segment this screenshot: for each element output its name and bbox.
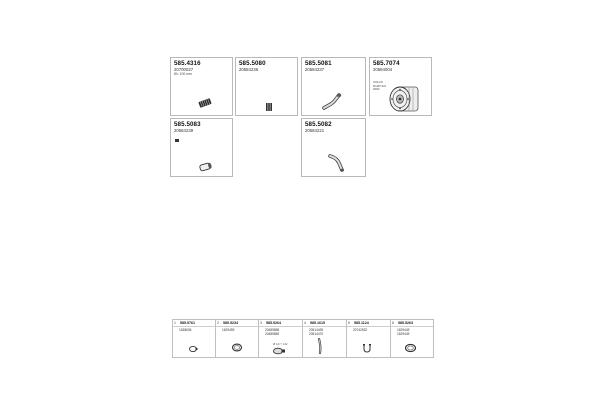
oe-code: 20700027	[174, 67, 194, 72]
part-number: 585.7074	[373, 60, 400, 67]
accessory-code: 20514470	[309, 331, 324, 336]
diameter-note: Ø= 100 mm	[174, 72, 192, 76]
oe-code: 20584221	[305, 128, 325, 133]
u-bolt-icon	[362, 343, 372, 353]
elbow-pipe-icon	[327, 153, 347, 173]
item-index: 4	[304, 321, 306, 325]
accessory-part-number: 585.5264	[266, 321, 281, 325]
accessory-cell-3[interactable]	[259, 320, 303, 357]
part-card-585-4316[interactable]	[170, 57, 233, 116]
item-index: 3	[260, 321, 262, 325]
muffler-icon	[387, 82, 421, 114]
cell-divider	[173, 326, 215, 327]
bent-pipe-icon	[322, 93, 344, 111]
part-card-585-5080[interactable]	[235, 57, 298, 116]
part-number: 585.5081	[305, 60, 332, 67]
oe-code: 20584239	[174, 128, 194, 133]
accessory-code: 1629449	[397, 331, 410, 336]
item-index: 5	[348, 321, 350, 325]
accessory-part-number: 585.5761	[180, 321, 195, 325]
accessory-cell-5[interactable]	[347, 320, 391, 357]
cell-divider	[391, 326, 433, 327]
accessory-codes	[397, 329, 409, 336]
clamp-icon	[198, 97, 212, 109]
clamp-kit-icon	[272, 347, 286, 355]
small-fitting-icon	[174, 138, 180, 143]
diameter-note: Ø 127 / 122	[273, 342, 288, 346]
flex-pipe-icon	[316, 337, 326, 356]
cell-divider	[303, 326, 346, 327]
accessory-code: 1629459	[222, 328, 235, 332]
part-card-585-5082[interactable]	[301, 118, 366, 177]
cell-divider	[347, 326, 390, 327]
ring-clamp-icon	[188, 345, 198, 353]
accessory-codes	[265, 329, 279, 336]
accessory-code: 20742532	[353, 328, 368, 332]
accessory-code: 1629449	[397, 328, 410, 332]
accessory-part-number: 585.5234	[223, 321, 238, 325]
part-number: 585.5082	[305, 121, 332, 128]
accessory-code: 20485858	[265, 328, 280, 332]
part-card-585-7074[interactable]	[369, 57, 432, 116]
accessory-cell-1[interactable]	[173, 320, 216, 357]
part-number: 585.4316	[174, 60, 201, 67]
oe-code: 20584236	[239, 67, 259, 72]
item-index: 6	[392, 321, 394, 325]
sleeve-icon	[265, 102, 273, 112]
band-clamp-icon	[404, 343, 417, 353]
part-card-585-5081[interactable]	[301, 57, 366, 116]
item-index: 1	[174, 321, 176, 325]
accessories-strip	[172, 319, 434, 358]
vehicle-make: VOLVO	[373, 80, 384, 84]
cell-divider	[259, 326, 302, 327]
part-number: 585.5083	[174, 121, 201, 128]
accessory-code: 20514439	[309, 328, 324, 332]
vehicle-year: 2002	[373, 87, 380, 92]
part-number: 585.5080	[239, 60, 266, 67]
oe-code: 20584237	[305, 67, 325, 72]
accessory-cell-6[interactable]	[391, 320, 433, 357]
part-card-585-5083[interactable]	[170, 118, 233, 177]
accessory-code: 20485859	[265, 331, 280, 336]
accessory-part-number: 585.1615	[310, 321, 325, 325]
oe-code: 20584004	[373, 67, 393, 72]
vehicle-info	[373, 81, 386, 92]
accessory-codes	[309, 329, 323, 336]
cell-divider	[216, 326, 258, 327]
accessory-code: 1638636	[179, 328, 192, 332]
pipe-connector-icon	[198, 162, 212, 172]
band-clamp-icon	[231, 343, 243, 352]
item-index: 2	[217, 321, 219, 325]
vehicle-engine: D12D 6cil	[373, 83, 387, 88]
accessory-cell-2[interactable]	[216, 320, 259, 357]
accessory-part-number: 585.1124	[354, 321, 369, 325]
accessory-part-number: 585.5263	[398, 321, 413, 325]
accessory-cell-4[interactable]	[303, 320, 347, 357]
